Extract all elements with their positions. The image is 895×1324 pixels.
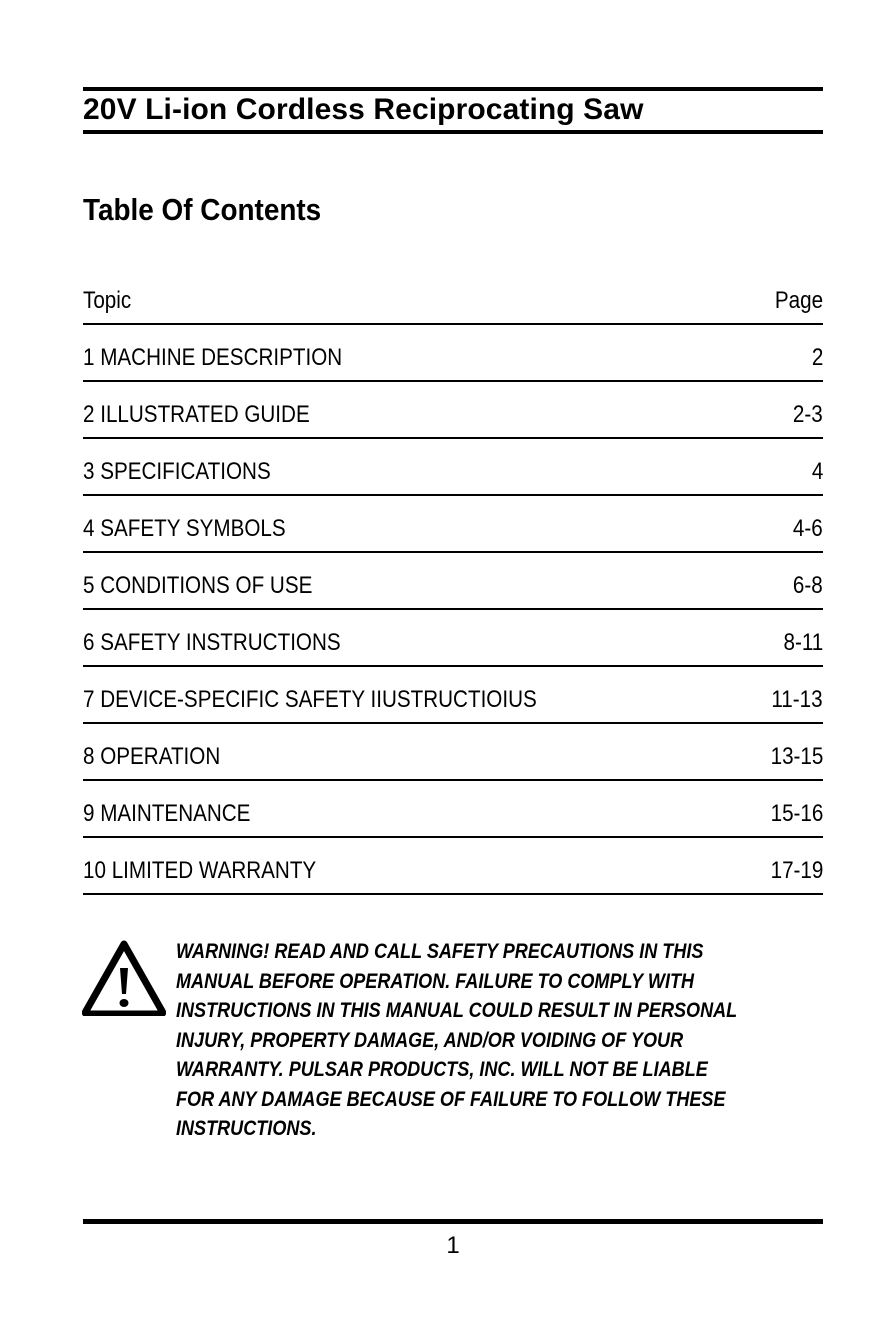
toc-page: 8-11 [783,629,823,656]
toc-row [83,610,823,667]
page-number: 1 [446,1232,460,1259]
toc-page: 6-8 [793,572,823,599]
warning-triangle-icon [82,940,166,1016]
toc-topic: 5 CONDITIONS OF USE [83,572,313,599]
toc-topic: 10 LIMITED WARRANTY [83,857,317,884]
title-top-rule [83,87,823,91]
toc-heading: Table Of Contents [83,192,322,227]
toc-topic: 2 ILLUSTRATED GUIDE [83,401,310,428]
toc-header-row [83,282,823,325]
toc-row [83,724,823,781]
toc-row [83,667,823,724]
toc-page: 4 [811,458,823,485]
toc-row [83,838,823,895]
toc-row [83,382,823,439]
toc-page: 17-19 [770,857,823,884]
toc-topic: 9 MAINTENANCE [83,800,251,827]
toc-row [83,781,823,838]
toc-topic: 1 MACHINE DESCRIPTION [83,344,343,371]
document-title: 20V Li-ion Cordless Reciprocating Saw [83,93,644,126]
warning-text: WARNING! READ AND CALL SAFETY PRECAUTIONS IN THIS MANUAL BEFORE OPERATION. FAILURE TO COMPLY WITH INSTRUCTIONS IN THIS MANUAL COULD RESULT IN PERSONAL INJURY, PROPERTY DAMAGE, AND/OR VOIDING OF YOUR WARRANTY. PULSAR PRODUCTS, INC. WILL NOT BE LIABLE FOR ANY DAMAGE BECAUSE OF FAILURE TO FOLLOW THESE INSTRUCTIONS. [176,940,737,1140]
toc-page: 4-6 [793,515,823,542]
toc-topic: 3 SPECIFICATIONS [83,458,271,485]
toc-header-topic: Topic [83,287,132,314]
toc-topic: 6 SAFETY INSTRUCTIONS [83,629,341,656]
toc-topic: 4 SAFETY SYMBOLS [83,515,286,542]
toc-page: 2 [811,344,823,371]
table-of-contents [83,282,823,895]
toc-row [83,325,823,382]
toc-topic: 7 DEVICE-SPECIFIC SAFETY IIUSTRUCTIOIUS [83,686,537,713]
toc-topic: 8 OPERATION [83,743,221,770]
toc-page: 15-16 [770,800,823,827]
title-bottom-rule [83,130,823,134]
toc-page: 11-13 [771,686,823,713]
footer-rule [83,1219,823,1224]
toc-row [83,496,823,553]
toc-page: 13-15 [770,743,823,770]
toc-header-page: Page [774,287,823,314]
toc-page: 2-3 [793,401,823,428]
toc-row [83,439,823,496]
toc-row [83,553,823,610]
